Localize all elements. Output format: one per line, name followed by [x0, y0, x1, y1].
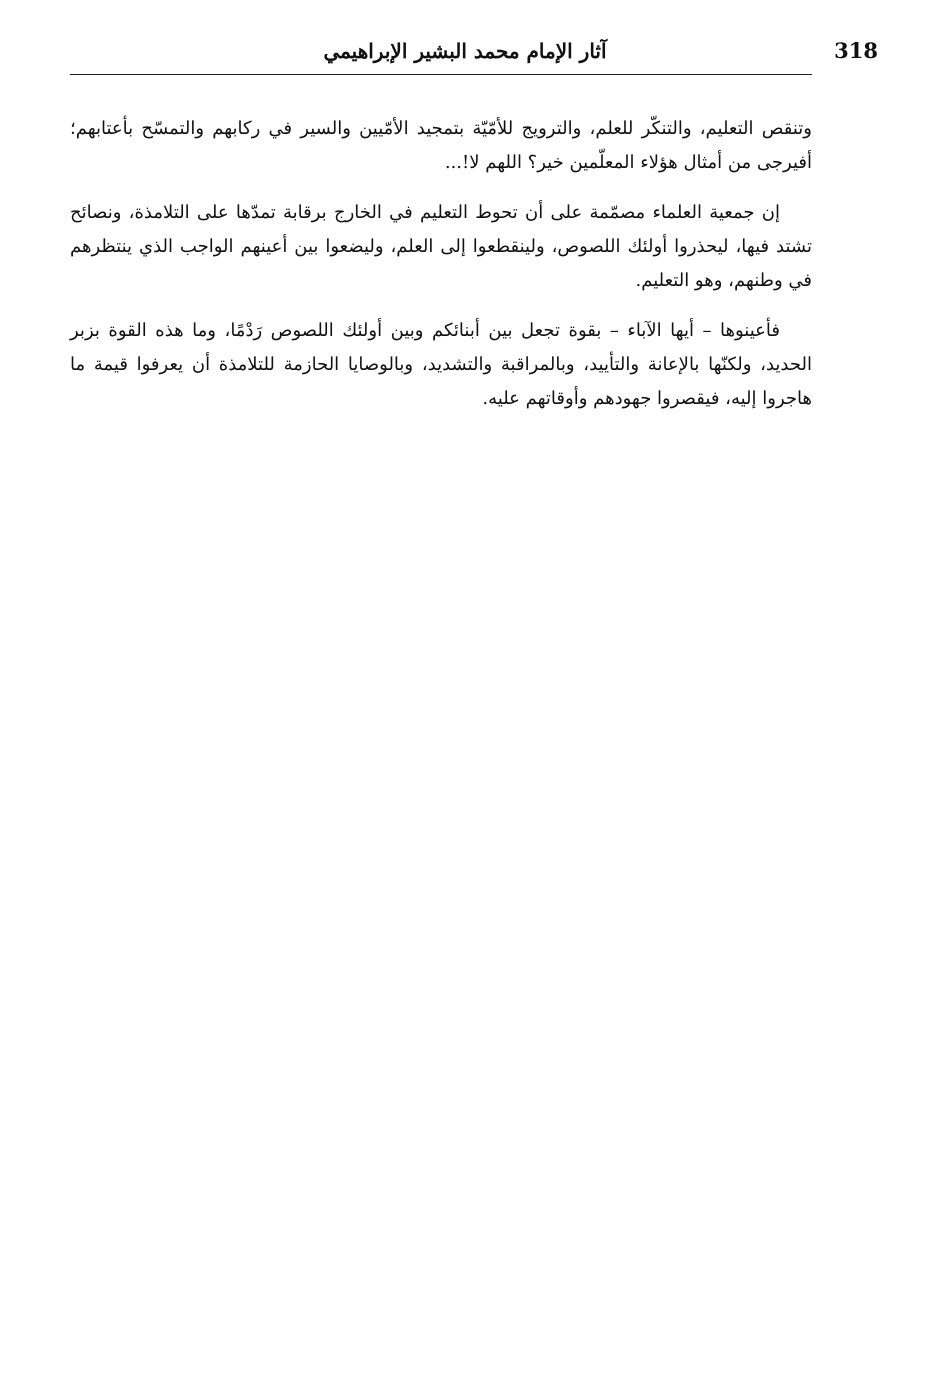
running-title: آثار الإمام محمد البشير الإبراهيمي [323, 39, 607, 63]
page-number: 318 [834, 38, 878, 63]
page-header [70, 34, 878, 75]
paragraph: وتنقص التعليم، والتنكّر للعلم، والترويج للأمّيّة بتمجيد الأمّيين والسير في ركابهم والتمسّح بأعتابهم؛ أفيرجى من أمثال هؤلاء المعلّمين خير؟ اللهم لا!... [70, 118, 812, 173]
page-body [70, 112, 812, 432]
paragraph: إن جمعية العلماء مصمّمة على أن تحوط التعليم في الخارج برقابة تمدّها على التلامذة، ونصائح تشتد فيها، ليحذروا أولئك اللصوص، ولينقطعوا إلى العلم، وليضعوا بين أعينهم الواجب الذي ينتظرهم في وطنهم، وهو التعليم. [70, 202, 812, 291]
paragraph: فأعينوها – أيها الآباء – بقوة تجعل بين أبنائكم وبين أولئك اللصوص رَدْمًا، وما هذه القوة بزبر الحديد، ولكنّها بالإعانة والتأييد، وبالمراقبة والتشديد، وبالوصايا الحازمة للتلامذة أن يعرفوا قيمة ما هاجروا إليه، فيقصروا جهودهم وأوقاتهم عليه. [70, 320, 812, 409]
